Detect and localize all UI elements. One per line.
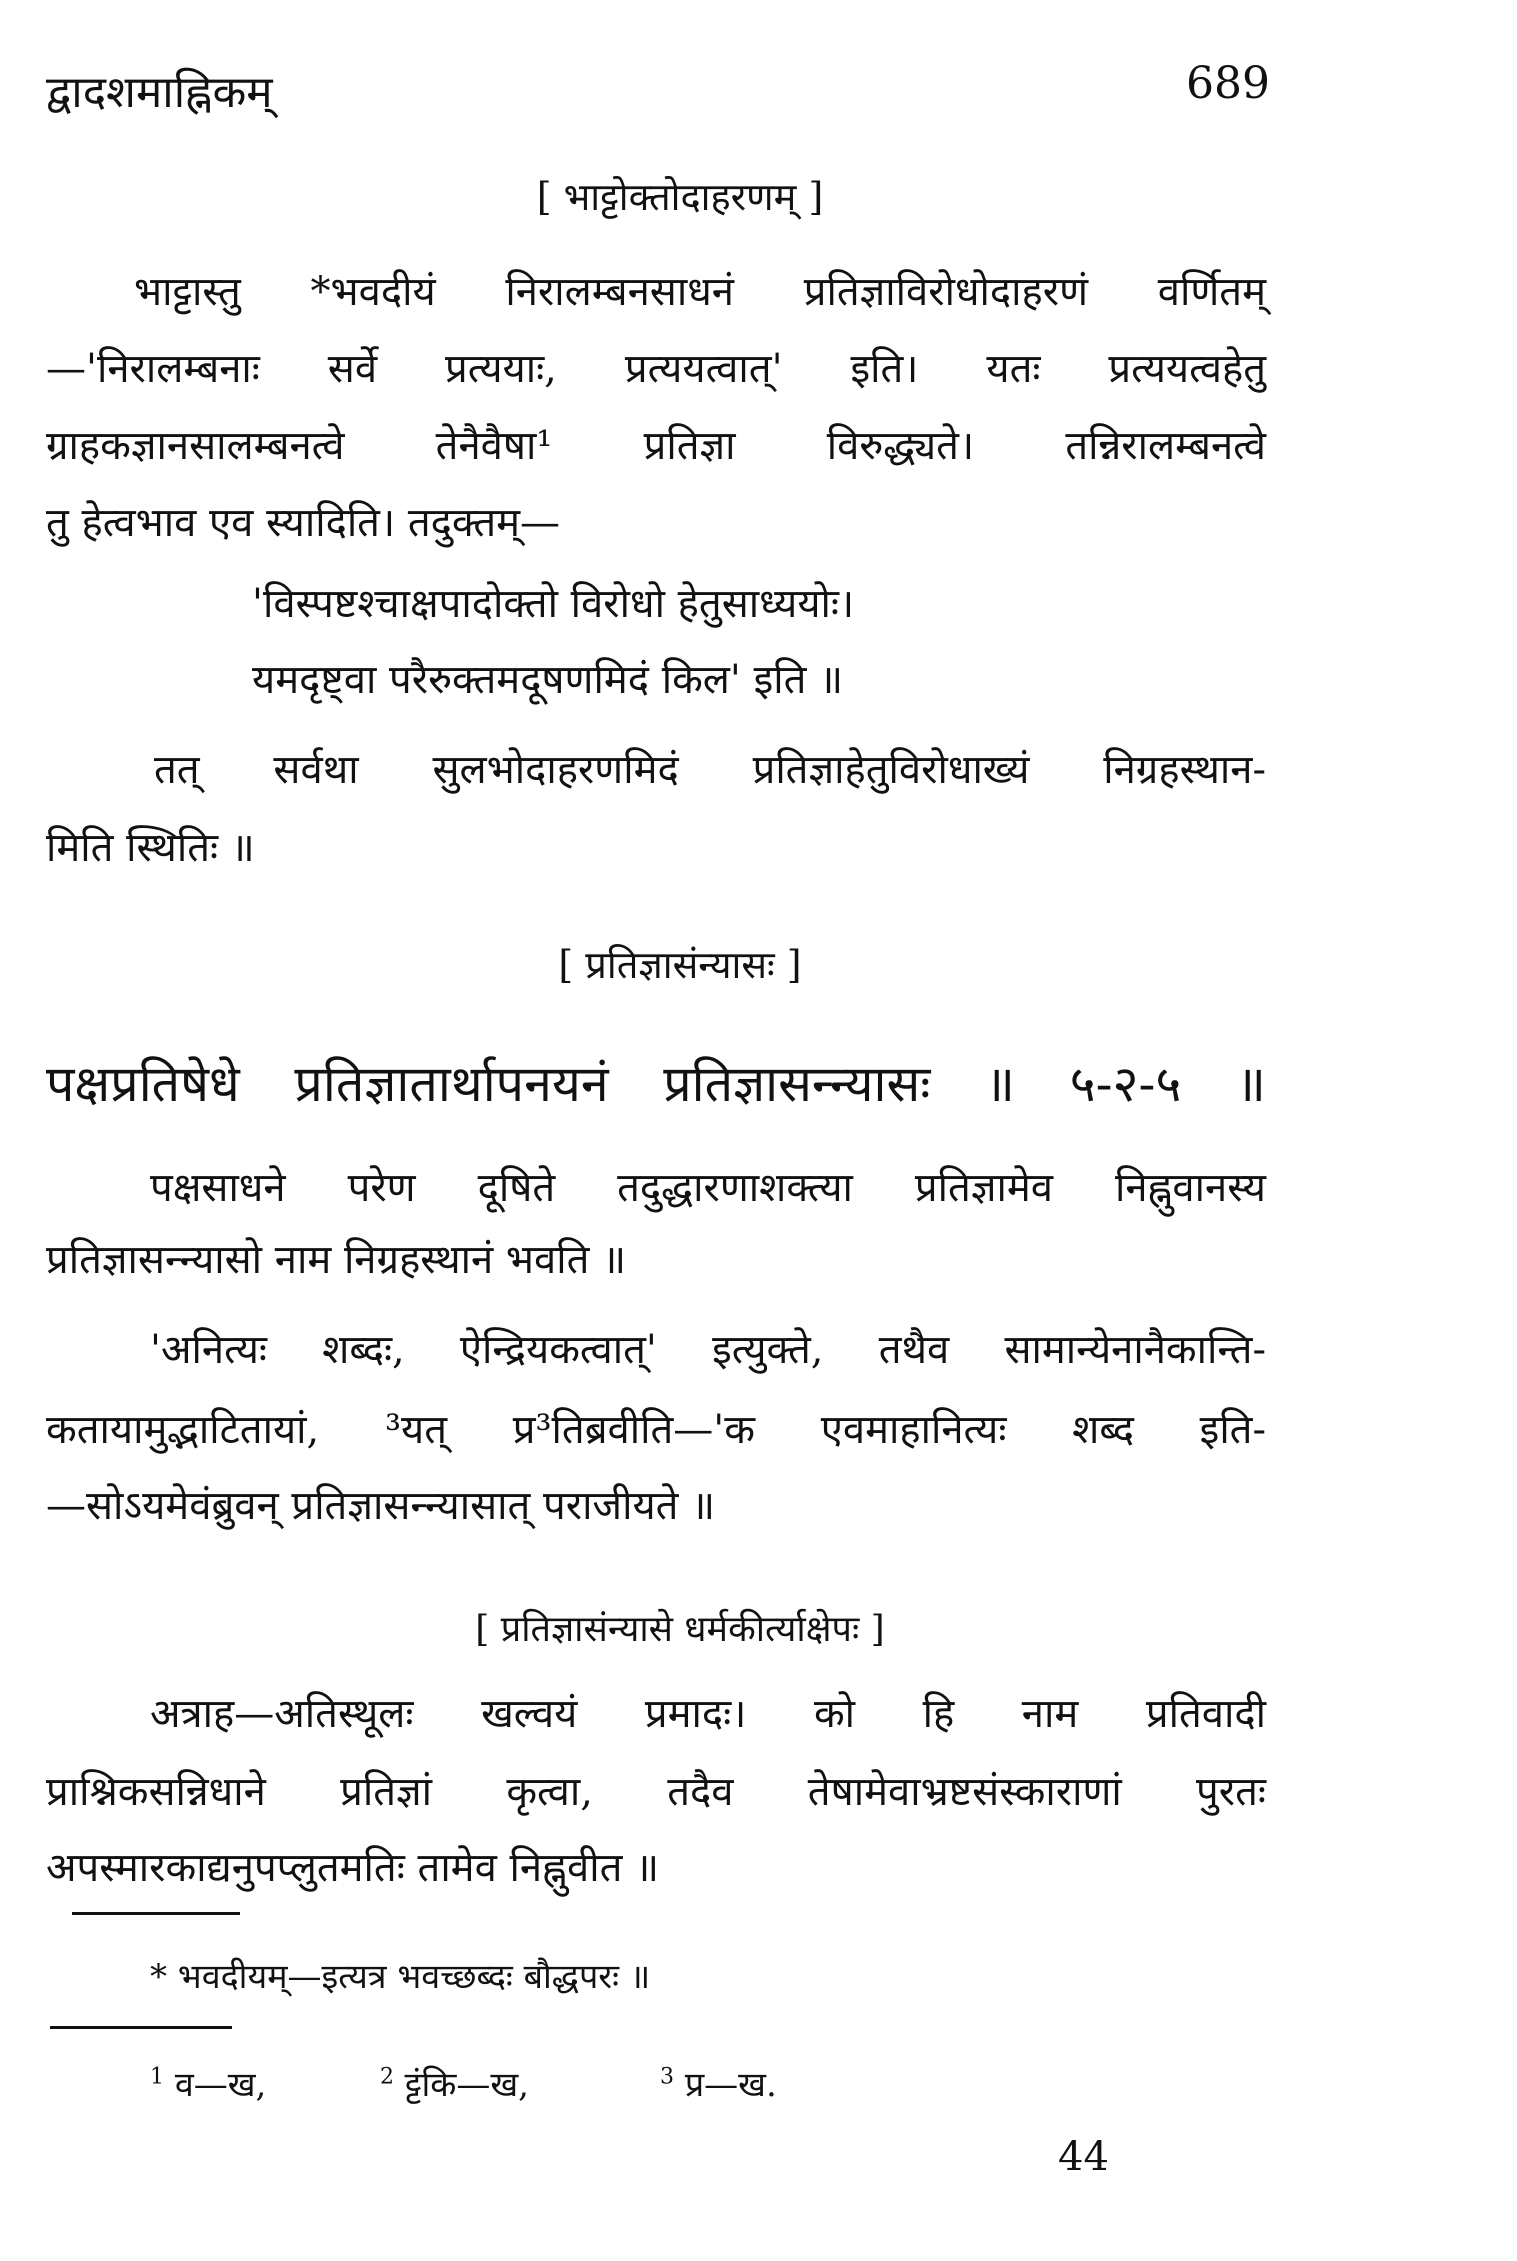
paragraph-line: भाट्टास्तु *भवदीयं निरालम्बनसाधनं प्रतिज्ञाविरोधोदाहरणं वर्णितम् bbox=[134, 269, 1266, 315]
paragraph-line: तत् सर्वथा सुलभोदाहरणमिदं प्रतिज्ञाहेतुविरोधाख्यं निग्रहस्थान- bbox=[154, 747, 1266, 793]
paragraph-line: अपस्मारकाद्यनुपप्लुतमतिः तामेव निह्नुवीत ॥ bbox=[46, 1845, 660, 1891]
section-heading-dharmakirti: [ प्रतिज्ञासंन्यासे धर्मकीर्त्याक्षेपः ] bbox=[475, 1609, 885, 1650]
section-heading-pratijna-sannyasa: [ प्रतिज्ञासंन्यासः ] bbox=[558, 943, 802, 987]
page-number: 689 bbox=[1186, 58, 1270, 109]
footnote-3 bbox=[660, 2060, 777, 2106]
paragraph-line: ग्राहकज्ञानसालम्बनत्वे तेनैवैषा¹ प्रतिज्ञा विरुद्ध्यते। तन्निरालम्बनत्वे bbox=[46, 423, 1266, 469]
paragraph-line: 'अनित्यः शब्दः, ऐन्द्रियकत्वात्' इत्युक्ते, तथैव सामान्येनानैकान्ति- bbox=[150, 1327, 1266, 1373]
footnote-text: प्र—ख. bbox=[684, 2065, 777, 2105]
paragraph-line: —सोऽयमेवंब्रुवन् प्रतिज्ञासन्न्यासात् पराजीयते ॥ bbox=[46, 1483, 716, 1529]
paragraph-line: कतायामुद्भाटितायां, ³यत् प्र³तिब्रवीति—'क एवमाहानित्यः शब्द इति- bbox=[46, 1407, 1266, 1453]
paragraph-line: पक्षसाधने परेण दूषिते तदुद्धारणाशक्त्या प्रतिज्ञामेव निह्नुवानस्य bbox=[150, 1165, 1266, 1211]
footnote-text: ट्टंकि—ख, bbox=[404, 2065, 529, 2105]
verse-line: यमदृष्ट्वा परैरुक्तमदूषणमिदं किल' इति ॥ bbox=[252, 657, 844, 703]
footnote-2 bbox=[380, 2060, 529, 2106]
footnote-mark: 3 bbox=[660, 2064, 674, 2090]
signature-number: 44 bbox=[1058, 2134, 1109, 2180]
paragraph-line: मिति स्थितिः ॥ bbox=[46, 825, 255, 871]
footnote-mark: 2 bbox=[380, 2064, 394, 2090]
paragraph-line: प्राश्निकसन्निधाने प्रतिज्ञां कृत्वा, तदैव तेषामेवाभ्रष्टसंस्काराणां पुरतः bbox=[46, 1769, 1266, 1815]
footnote-mark: 1 bbox=[150, 2064, 164, 2090]
verse-line: 'विस्पष्टश्चाक्षपादोक्तो विरोधो हेतुसाध्ययोः। bbox=[252, 581, 855, 627]
paragraph-line: —'निरालम्बनाः सर्वे प्रत्ययाः, प्रत्ययत्वात्' इति। यतः प्रत्ययत्वहेतु bbox=[46, 346, 1266, 392]
footnote-rule bbox=[72, 1912, 240, 1915]
footnote-1 bbox=[150, 2060, 266, 2106]
section-heading-bhatta: [ भाट्टोक्तोदाहरणम् ] bbox=[536, 175, 824, 219]
paragraph-line: अत्राह—अतिस्थूलः खल्वयं प्रमादः। को हि नाम प्रतिवादी bbox=[150, 1691, 1266, 1737]
footnote-text: व—ख, bbox=[174, 2065, 267, 2105]
paragraph-line: तु हेत्वभाव एव स्यादिति। तदुक्तम्— bbox=[46, 500, 561, 546]
sutra-text: पक्षप्रतिषेधे प्रतिज्ञातार्थापनयनं प्रतिज्ञासन्न्यासः ॥ ५-२-५ ॥ bbox=[46, 1055, 1266, 1113]
paragraph-line: प्रतिज्ञासन्न्यासो नाम निग्रहस्थानं भवति ॥ bbox=[46, 1237, 627, 1283]
footnote-rule bbox=[50, 2026, 232, 2029]
footnote-star: * भवदीयम्—इत्यत्र भवच्छब्दः बौद्धपरः ॥ bbox=[150, 1957, 651, 1997]
running-header-chapter: द्वादशमाह्निकम् bbox=[46, 67, 273, 118]
